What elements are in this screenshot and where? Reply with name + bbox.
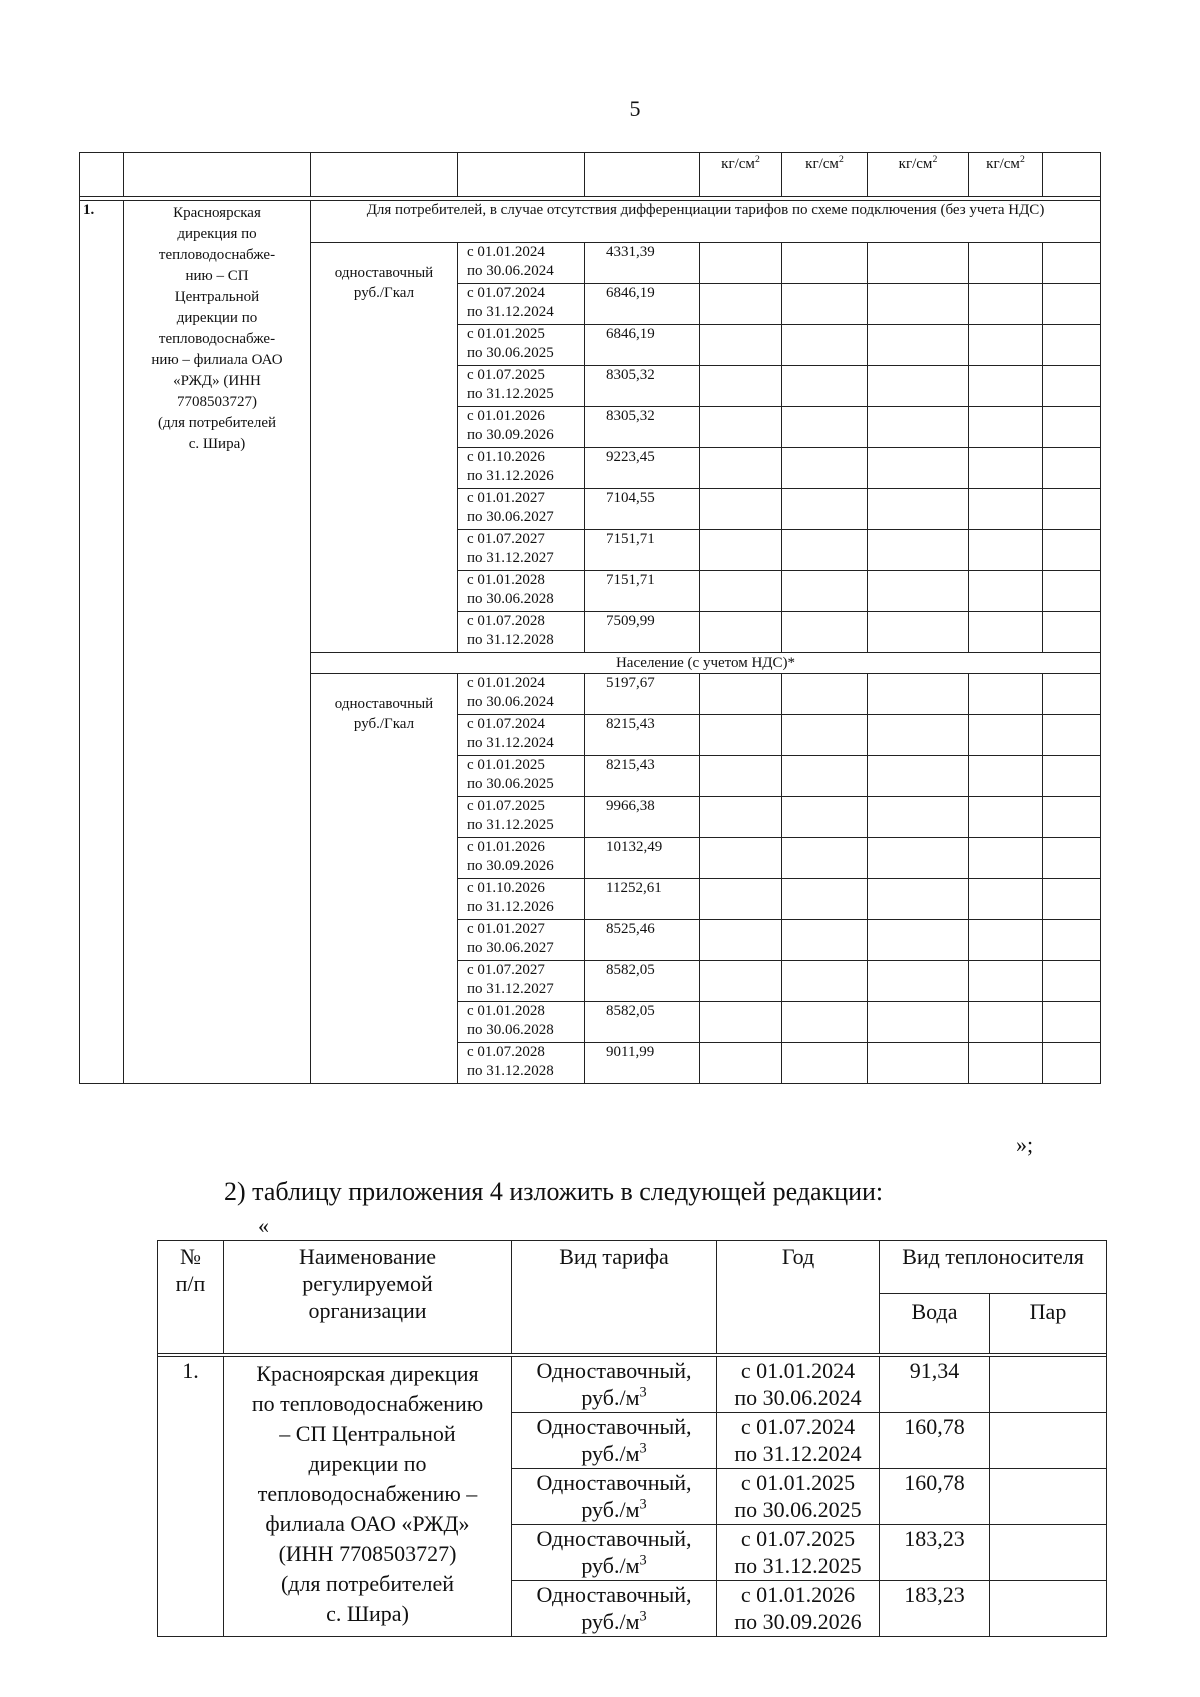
empty-cell — [969, 838, 1043, 879]
empty-cell — [700, 612, 782, 653]
period-cell: с 01.07.2024 по 31.12.2024 — [458, 715, 585, 756]
empty-cell — [1043, 1043, 1101, 1084]
empty-cell — [969, 530, 1043, 571]
empty-cell — [1043, 1002, 1101, 1043]
empty-cell — [700, 797, 782, 838]
empty-cell — [700, 366, 782, 407]
empty-cell — [868, 489, 969, 530]
empty-cell — [1043, 797, 1101, 838]
group-title-row — [80, 201, 1101, 243]
tariff-table-carrier — [157, 1240, 1107, 1637]
empty-cell — [868, 530, 969, 571]
empty-cell — [1043, 325, 1101, 366]
empty-cell — [700, 1002, 782, 1043]
empty-cell — [1043, 448, 1101, 489]
empty-cell — [782, 284, 868, 325]
tariff-value: 9011,99 — [585, 1043, 700, 1084]
empty-cell — [969, 243, 1043, 284]
tariff-value: 8215,43 — [585, 715, 700, 756]
period-cell: с 01.01.2026 по 30.09.2026 — [458, 407, 585, 448]
empty-cell — [782, 797, 868, 838]
tariff-table-heat — [79, 152, 1101, 1084]
empty-cell — [868, 1002, 969, 1043]
period-cell: с 01.07.2027 по 31.12.2027 — [458, 961, 585, 1002]
tariff-value: 8525,46 — [585, 920, 700, 961]
tariff-value: 4331,39 — [585, 243, 700, 284]
period-cell: с 01.01.2028 по 30.06.2028 — [458, 1002, 585, 1043]
empty-cell — [782, 407, 868, 448]
period-cell: с 01.07.2024 по 31.12.2024 — [458, 284, 585, 325]
empty-cell — [1043, 612, 1101, 653]
tariff-value: 8305,32 — [585, 366, 700, 407]
water-value: 160,78 — [880, 1469, 990, 1525]
empty-cell — [1043, 530, 1101, 571]
period-cell: с 01.07.2024 по 31.12.2024 — [717, 1413, 880, 1469]
period-cell: с 01.01.2025 по 30.06.2025 — [458, 756, 585, 797]
empty-cell — [782, 325, 868, 366]
header-tariff: Вид тарифа — [512, 1241, 717, 1354]
period-cell: с 01.07.2028 по 31.12.2028 — [458, 1043, 585, 1084]
header-steam: Пар — [990, 1294, 1107, 1354]
empty-cell — [868, 715, 969, 756]
empty-cell — [700, 879, 782, 920]
empty-cell — [868, 571, 969, 612]
steam-value — [990, 1525, 1107, 1581]
tariff-kind: Одноставочный, $руб./м^3$ — [512, 1413, 717, 1469]
header-org: Наименование регулируемой организации — [224, 1241, 512, 1354]
empty-cell — [969, 571, 1043, 612]
empty-cell — [969, 489, 1043, 530]
empty-cell — [1043, 920, 1101, 961]
empty-cell — [1043, 407, 1101, 448]
empty-cell — [700, 407, 782, 448]
tariff-value: 11252,61 — [585, 879, 700, 920]
water-value: 183,23 — [880, 1581, 990, 1637]
empty-cell — [782, 756, 868, 797]
tariff-value: 7151,71 — [585, 530, 700, 571]
steam-value — [990, 1413, 1107, 1469]
empty-cell — [969, 674, 1043, 715]
empty-cell — [782, 879, 868, 920]
empty-cell — [1043, 284, 1101, 325]
tariff-value: 5197,67 — [585, 674, 700, 715]
tariff-kind: Одноставочный, $руб./м^3$ — [512, 1581, 717, 1637]
empty-cell — [700, 756, 782, 797]
header-year: Год — [717, 1241, 880, 1354]
empty-cell — [868, 243, 969, 284]
empty-cell — [782, 489, 868, 530]
empty-cell — [1043, 489, 1101, 530]
period-cell: с 01.01.2025 по 30.06.2025 — [458, 325, 585, 366]
empty-cell — [868, 879, 969, 920]
empty-cell — [969, 612, 1043, 653]
tariff-value: 6846,19 — [585, 284, 700, 325]
empty-cell — [782, 530, 868, 571]
tariff-kind: Одноставочный, $руб./м^3$ — [512, 1525, 717, 1581]
unit-header: $кг/см^2$ — [868, 153, 969, 197]
period-cell: с 01.01.2028 по 30.06.2028 — [458, 571, 585, 612]
period-cell: с 01.07.2025 по 31.12.2025 — [458, 366, 585, 407]
period-cell: с 01.01.2026 по 30.09.2026 — [458, 838, 585, 879]
empty-cell — [969, 448, 1043, 489]
empty-cell — [782, 243, 868, 284]
empty-cell — [868, 756, 969, 797]
empty-cell — [868, 674, 969, 715]
header-num: № п/п — [158, 1241, 224, 1354]
empty-cell — [782, 1043, 868, 1084]
unit-header: $кг/см^2$ — [700, 153, 782, 197]
tariff-kind: Одноставочный, $руб./м^3$ — [512, 1469, 717, 1525]
empty-cell — [700, 1043, 782, 1084]
period-cell: с 01.01.2026 по 30.09.2026 — [717, 1581, 880, 1637]
empty-cell — [782, 612, 868, 653]
empty-cell — [868, 961, 969, 1002]
empty-cell — [1043, 571, 1101, 612]
empty-cell — [969, 1002, 1043, 1043]
empty-cell — [969, 961, 1043, 1002]
page-number: 5 — [629, 96, 641, 121]
period-cell: с 01.01.2025 по 30.06.2025 — [717, 1469, 880, 1525]
steam-value — [990, 1581, 1107, 1637]
empty-cell — [868, 1043, 969, 1084]
empty-cell — [1043, 756, 1101, 797]
header-water: Вода — [880, 1294, 990, 1354]
amendment-paragraph: 2) таблицу приложения 4 изложить в следующей редакции: — [224, 1177, 884, 1206]
empty-cell — [782, 715, 868, 756]
empty-cell — [1043, 715, 1101, 756]
tariff-kind: одноставочный руб./Гкал — [311, 243, 458, 653]
empty-cell — [868, 325, 969, 366]
tariff-value: 7104,55 — [585, 489, 700, 530]
tariff-kind: Одноставочный, $руб./м^3$ — [512, 1357, 717, 1413]
empty-cell — [969, 284, 1043, 325]
period-cell: с 01.01.2027 по 30.06.2027 — [458, 920, 585, 961]
empty-cell — [1043, 674, 1101, 715]
empty-cell — [782, 448, 868, 489]
tariff-value: 7151,71 — [585, 571, 700, 612]
empty-cell — [782, 1002, 868, 1043]
header-carrier: Вид теплоносителя — [880, 1241, 1107, 1294]
water-value: 91,34 — [880, 1357, 990, 1413]
tariff-value: 9223,45 — [585, 448, 700, 489]
tariff-value: 8305,32 — [585, 407, 700, 448]
empty-cell — [1043, 961, 1101, 1002]
water-value: 160,78 — [880, 1413, 990, 1469]
tariff-value: 10132,49 — [585, 838, 700, 879]
unit-header: $кг/см^2$ — [969, 153, 1043, 197]
empty-cell — [700, 284, 782, 325]
empty-cell — [782, 674, 868, 715]
empty-cell — [868, 366, 969, 407]
period-cell: с 01.01.2024 по 30.06.2024 — [458, 674, 585, 715]
period-cell: с 01.01.2024 по 30.06.2024 — [458, 243, 585, 284]
empty-cell — [782, 571, 868, 612]
closing-quote: »; — [1016, 1132, 1034, 1157]
period-cell: с 01.07.2025 по 31.12.2025 — [717, 1525, 880, 1581]
period-cell: с 01.01.2024 по 30.06.2024 — [717, 1357, 880, 1413]
empty-cell — [1043, 243, 1101, 284]
tariff-kind: одноставочный руб./Гкал — [311, 674, 458, 1084]
empty-cell — [868, 612, 969, 653]
empty-cell — [969, 879, 1043, 920]
empty-cell — [700, 961, 782, 1002]
empty-cell — [700, 674, 782, 715]
organization-name: Красноярская дирекция по тепловодоснабже- нию – СП Центральной дирекции по тепловодоснабже- нию – филиала ОАО «РЖД» (ИНН 7708503727) (для потребителей с. Шира) — [124, 201, 311, 1084]
empty-cell — [868, 838, 969, 879]
empty-cell — [1043, 838, 1101, 879]
empty-cell — [868, 797, 969, 838]
empty-cell — [782, 838, 868, 879]
empty-cell — [782, 366, 868, 407]
empty-cell — [969, 756, 1043, 797]
row-number: 1. — [158, 1357, 224, 1637]
table-row — [158, 1357, 1107, 1413]
empty-cell — [969, 366, 1043, 407]
empty-cell — [969, 325, 1043, 366]
empty-cell — [969, 920, 1043, 961]
empty-cell — [700, 838, 782, 879]
period-cell: с 01.10.2026 по 31.12.2026 — [458, 879, 585, 920]
empty-cell — [782, 920, 868, 961]
tariff-value: 7509,99 — [585, 612, 700, 653]
table1-header-row — [80, 153, 1101, 197]
period-cell: с 01.07.2025 по 31.12.2025 — [458, 797, 585, 838]
steam-value — [990, 1357, 1107, 1413]
empty-cell — [700, 243, 782, 284]
empty-cell — [969, 1043, 1043, 1084]
empty-cell — [700, 715, 782, 756]
opening-quote: « — [258, 1213, 269, 1238]
tariff-value: 8215,43 — [585, 756, 700, 797]
empty-cell — [1043, 879, 1101, 920]
group-title: Для потребителей, в случае отсутствия дифференциации тарифов по схеме подключения (без учета НДС) — [311, 201, 1101, 243]
period-cell: с 01.07.2028 по 31.12.2028 — [458, 612, 585, 653]
empty-cell — [700, 489, 782, 530]
empty-cell — [969, 407, 1043, 448]
tariff-value: 8582,05 — [585, 1002, 700, 1043]
empty-cell — [700, 325, 782, 366]
empty-cell — [868, 920, 969, 961]
water-value: 183,23 — [880, 1525, 990, 1581]
tariff-value: 8582,05 — [585, 961, 700, 1002]
steam-value — [990, 1469, 1107, 1525]
empty-cell — [868, 448, 969, 489]
group-title: Население (с учетом НДС)* — [311, 653, 1101, 674]
empty-cell — [969, 797, 1043, 838]
row-number: 1. — [80, 201, 124, 1084]
organization-name: Красноярская дирекция по тепловодоснабжению – СП Центральной дирекции по тепловодоснабжению – филиала ОАО «РЖД» (ИНН 7708503727) (для потребителей с. Шира) — [224, 1357, 512, 1637]
period-cell: с 01.07.2027 по 31.12.2027 — [458, 530, 585, 571]
period-cell: с 01.01.2027 по 30.06.2027 — [458, 489, 585, 530]
tariff-value: 6846,19 — [585, 325, 700, 366]
empty-cell — [1043, 366, 1101, 407]
empty-cell — [782, 961, 868, 1002]
period-cell: с 01.10.2026 по 31.12.2026 — [458, 448, 585, 489]
empty-cell — [700, 530, 782, 571]
empty-cell — [700, 448, 782, 489]
empty-cell — [868, 407, 969, 448]
empty-cell — [700, 571, 782, 612]
empty-cell — [868, 284, 969, 325]
tariff-value: 9966,38 — [585, 797, 700, 838]
empty-cell — [700, 920, 782, 961]
unit-header: $кг/см^2$ — [782, 153, 868, 197]
empty-cell — [969, 715, 1043, 756]
